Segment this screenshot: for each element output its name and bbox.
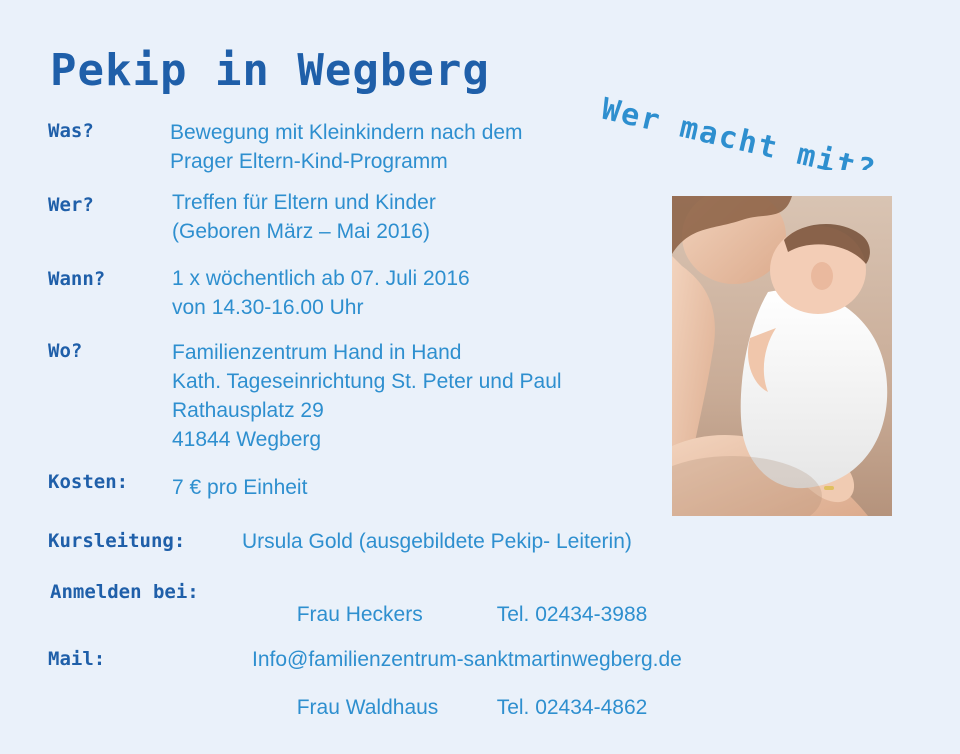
slogan-text: Wer macht mit? <box>598 91 880 170</box>
row-value-kosten: 7 € pro Einheit <box>172 476 308 499</box>
row-value-wo-line1: Familienzentrum Hand in Hand <box>172 341 462 364</box>
row-label-was: Was? <box>48 120 94 142</box>
slogan-rotated <box>594 60 934 170</box>
row-label-anmelden: Anmelden bei: <box>50 581 199 603</box>
contact-name-1: Frau Heckers <box>296 603 423 626</box>
row-value-wann-line1: 1 x wöchentlich ab 07. Juli 2016 <box>172 267 470 290</box>
row-value-kursleitung: Ursula Gold (ausgebildete Pekip- Leiterin) <box>242 530 632 553</box>
contact-row-2 <box>250 661 647 754</box>
row-label-mail: Mail: <box>48 648 106 670</box>
row-label-wer: Wer? <box>48 194 94 216</box>
row-value-wo-line2: Kath. Tageseinrichtung St. Peter und Paul <box>172 370 562 393</box>
row-value-was-line2: Prager Eltern-Kind-Programm <box>170 150 448 173</box>
contact-name-2: Frau Waldhaus <box>296 696 439 719</box>
row-label-kursleitung: Kursleitung: <box>48 530 186 552</box>
row-value-mail[interactable]: Info@familienzentrum-sanktmartinwegberg.de <box>252 648 682 671</box>
row-value-was-line1: Bewegung mit Kleinkindern nach dem <box>170 121 523 144</box>
row-value-wo-line3: Rathausplatz 29 <box>172 399 324 422</box>
contact-phone-1: Tel. 02434-3988 <box>496 603 648 626</box>
page-title: Pekip in Wegberg <box>50 45 490 96</box>
row-label-wann: Wann? <box>48 268 106 290</box>
row-value-wo-line4: 41844 Wegberg <box>172 428 322 451</box>
row-label-kosten: Kosten: <box>48 471 129 493</box>
contact-phone-2: Tel. 02434-4862 <box>496 696 648 719</box>
row-value-wer-line2: (Geboren März – Mai 2016) <box>172 220 430 243</box>
row-value-wann-line2: von 14.30-16.00 Uhr <box>172 296 364 319</box>
row-label-wo: Wo? <box>48 340 83 362</box>
row-value-wer-line1: Treffen für Eltern und Kinder <box>172 191 436 214</box>
mother-holding-baby-photo <box>672 196 892 516</box>
